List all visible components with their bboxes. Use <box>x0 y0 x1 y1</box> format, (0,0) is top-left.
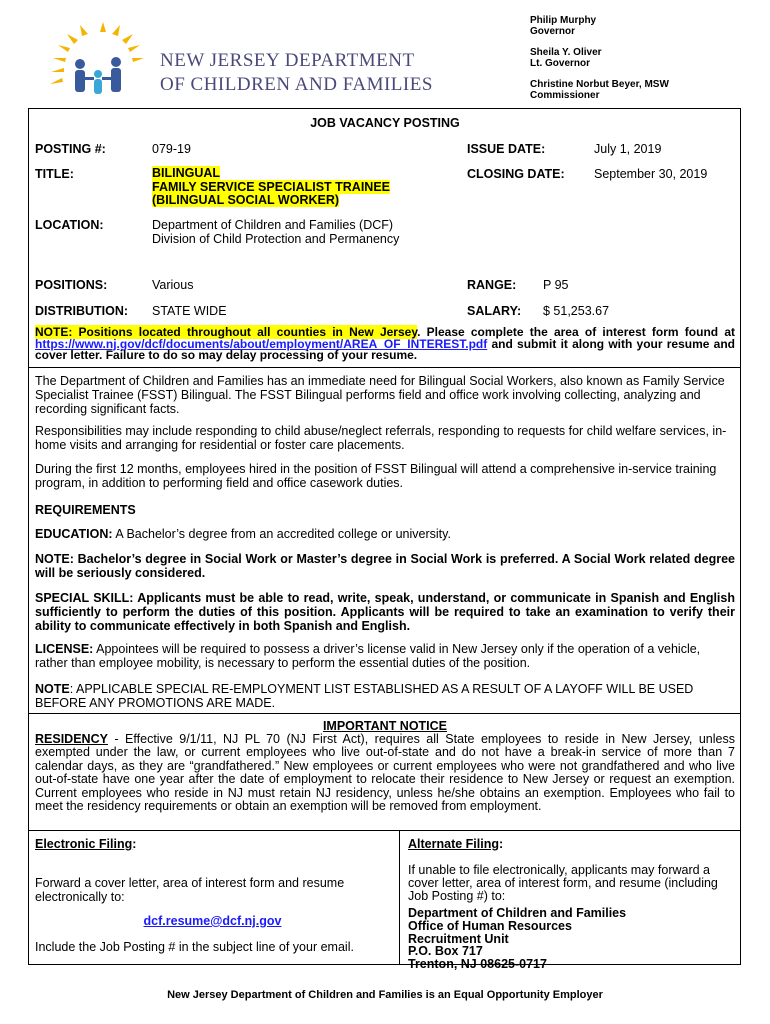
job-title-line2: FAMILY SERVICE SPECIALIST TRAINEE <box>152 179 391 194</box>
electronic-filing-text: Forward a cover letter, area of interest form and resume electronically to: <box>35 876 345 904</box>
filing-column-divider <box>399 830 400 964</box>
location-line1: Department of Children and Families (DCF) <box>152 218 394 232</box>
education-paragraph <box>35 528 735 542</box>
mailing-address <box>408 907 626 971</box>
distribution-label: DISTRIBUTION: <box>35 304 129 318</box>
governor-name: Philip Murphy <box>530 15 597 26</box>
education-label: EDUCATION: <box>35 527 113 541</box>
commissioner-name: Christine Norbut Beyer, MSW <box>530 79 669 90</box>
frame-left <box>28 108 29 964</box>
job-title-line1: BILINGUAL <box>152 166 221 180</box>
interest-form-note <box>35 327 735 362</box>
intro-paragraph: The Department of Children and Families has an immediate need for Bilingual Social Workers, also known as Family Service Specialist Trainee (FSST) Bilingual. The FSST Bilingual performs field and office work involving collecting, analyzing and recording significant facts. <box>35 374 725 416</box>
reemployment-label: NOTE <box>35 682 70 696</box>
email-link[interactable]: dcf.resume@dcf.nj.gov <box>143 914 282 928</box>
job-title-line3: (BILINGUAL SOCIAL WORKER) <box>152 193 340 207</box>
residency-text: - Effective 9/1/11, NJ PL 70 (NJ First Act), requires all State employees to reside in New Jersey, unless exempted under the law, or current employees who live out-of-state and do not have a break-in service of more than 7 calendar days, as they are “grandfathered.” New employees or current employees who were not grandfathered and who live out-of-state have one year after the date of employment to relocate their residence to New Jersey or request an exemption. Current employees who reside in NJ must retain NJ residency, unless he/she obtains an exemption. Employees who fail to meet the residency requirements or obtain an exemption will be removed from employment. <box>35 732 735 814</box>
interest-form-link[interactable]: https://www.nj.gov/dcf/documents/about/employment/AREA_OF_INTEREST.pdf <box>35 336 488 351</box>
divider-notice <box>28 713 740 714</box>
alternate-filing-heading: Alternate Filing: <box>408 837 504 851</box>
issue-date-label: ISSUE DATE: <box>467 142 546 156</box>
note-highlight: NOTE: Positions located throughout all counties in New Jersey <box>35 325 418 339</box>
frame-right <box>740 108 741 964</box>
footer-eoe: New Jersey Department of Children and Families is an Equal Opportunity Employer <box>167 989 603 1001</box>
closing-date-label: CLOSING DATE: <box>467 167 565 181</box>
page-title: JOB VACANCY POSTING <box>310 116 460 130</box>
address-line2: Office of Human Resources <box>408 918 572 933</box>
residency-paragraph <box>35 733 735 813</box>
license-label: LICENSE: <box>35 642 94 656</box>
lt-governor-title: Lt. Governor <box>530 58 591 69</box>
officials-block <box>530 15 669 101</box>
note-text-1: . Please complete the area of interest form found at <box>417 325 735 339</box>
positions-value: Various <box>152 278 194 292</box>
lt-governor-name: Sheila Y. Oliver <box>530 47 602 58</box>
range-value: P 95 <box>543 278 569 292</box>
org-name-line2: OF CHILDREN AND FAMILIES <box>160 74 433 95</box>
address-line1: Department of Children and Families <box>408 906 627 920</box>
title-label: TITLE: <box>35 167 74 181</box>
location-label: LOCATION: <box>35 218 104 232</box>
license-paragraph <box>35 643 735 671</box>
sun-family-icon <box>40 22 160 102</box>
reemployment-note <box>35 683 735 711</box>
notice-heading: IMPORTANT NOTICE <box>322 719 448 733</box>
frame-bottom <box>28 964 741 965</box>
residency-label: RESIDENCY <box>35 732 108 746</box>
reemployment-text: : APPLICABLE SPECIAL RE-EMPLOYMENT LIST ESTABLISHED AS A RESULT OF A LAYOFF WILL BE USED BEFORE ANY PROMOTIONS ARE MADE. <box>35 682 694 710</box>
requirements-heading: REQUIREMENTS <box>35 503 136 517</box>
salary-label: SALARY: <box>467 304 522 318</box>
training-paragraph: During the first 12 months, employees hired in the position of FSST Bilingual will attend a comprehensive in-service training program, in addition to performing field and office casework duties. <box>35 462 717 490</box>
posting-number: 079-19 <box>152 142 191 156</box>
frame-top <box>28 108 740 109</box>
address-line4: P.O. Box 717 <box>408 944 483 959</box>
special-skill: SPECIAL SKILL: Applicants must be able to read, write, speak, understand, or communicate in Spanish and English sufficiently to perform the duties of this position. Applicants will be required to take an examination to verify their ability to communicate effectively in both Spanish and English. <box>35 591 735 633</box>
address-line3: Recruitment Unit <box>408 931 509 946</box>
license-text: Appointees will be required to possess a driver’s license valid in New Jersey only if the operation of a vehicle, rather than employee mobility, is necessary to perform the essential duties of the position. <box>35 642 701 670</box>
location-line2: Division of Child Protection and Permanency <box>152 232 400 246</box>
degree-note: NOTE: Bachelor’s degree in Social Work or Master’s degree in Social Work is preferred. A Social Work related degree will be seriously considered. <box>35 552 735 580</box>
dcf-logo <box>40 22 160 102</box>
commissioner-title: Commissioner <box>530 90 600 101</box>
issue-date: July 1, 2019 <box>594 142 662 156</box>
closing-date: September 30, 2019 <box>594 167 708 181</box>
posting-label: POSTING #: <box>35 142 106 156</box>
subject-line-text: Include the Job Posting # in the subject line of your email. <box>35 940 354 954</box>
responsibilities-paragraph: Responsibilities may include responding to child abuse/neglect referrals, responding to requests for child welfare services, in-home visits and arranging for residential or foster care placements. <box>35 424 727 452</box>
divider-filing <box>28 830 740 831</box>
range-label: RANGE: <box>467 278 517 292</box>
electronic-filing-heading: Electronic Filing: <box>35 837 137 851</box>
location <box>152 218 399 246</box>
job-title <box>152 167 390 208</box>
positions-label: POSITIONS: <box>35 278 108 292</box>
alternate-filing-text: If unable to file electronically, applicants may forward a cover letter, area of interest form, and resume (including Job Posting #) to: <box>408 863 718 903</box>
governor-title: Governor <box>530 26 576 37</box>
divider-note <box>28 367 740 368</box>
education-text: A Bachelor’s degree from an accredited college or university. <box>112 527 451 541</box>
org-name-line1: NEW JERSEY DEPARTMENT <box>160 50 415 71</box>
distribution-value: STATE WIDE <box>152 304 227 318</box>
note-text-2: and submit it along with your resume and cover letter. Failure to do so may delay processing of your resume. <box>35 336 735 362</box>
address-line5: Trenton, NJ 08625-0717 <box>408 957 547 972</box>
salary-value: $ 51,253.67 <box>543 304 610 318</box>
